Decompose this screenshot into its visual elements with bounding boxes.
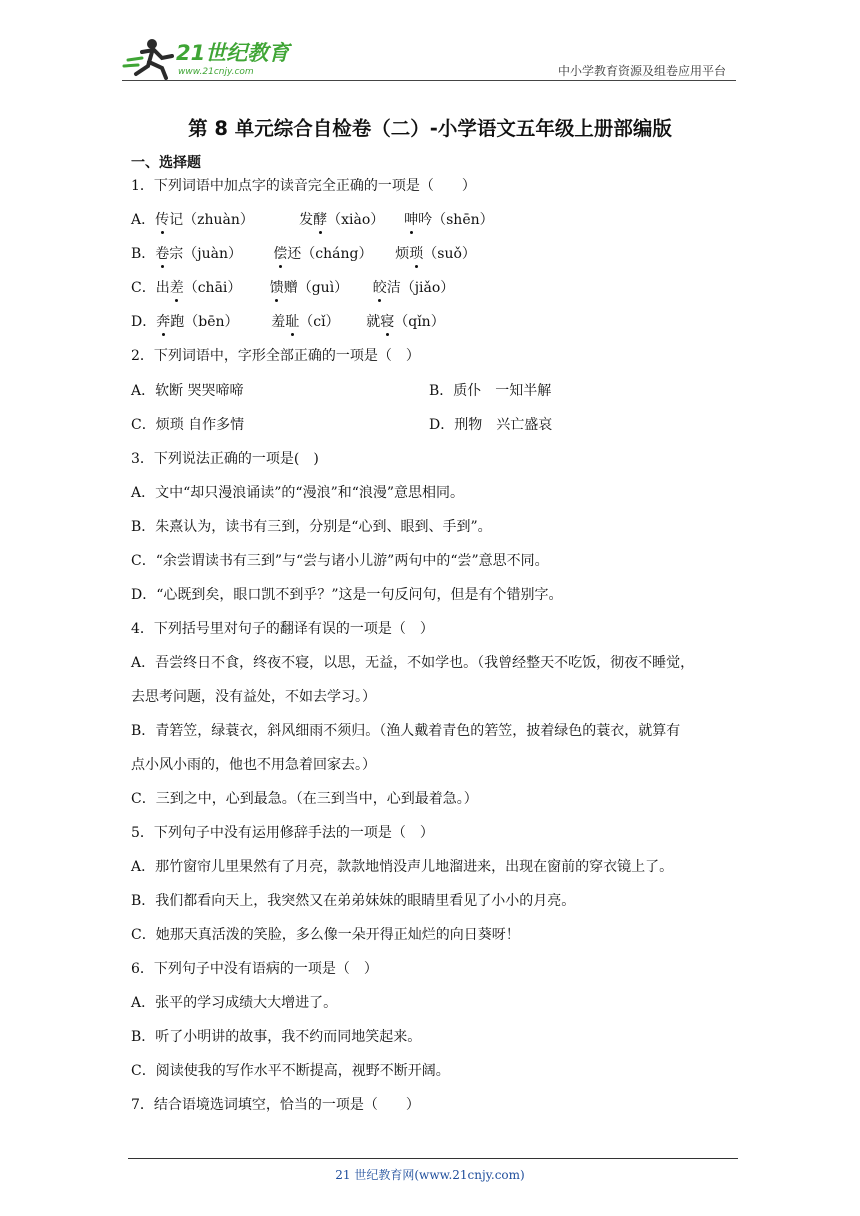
question-6-stem: 6．下列句子中没有语病的一项是（ ） xyxy=(131,961,378,977)
logo-url: www.21cnjy.com xyxy=(178,67,254,77)
logo-text: 21世纪教育 xyxy=(176,41,290,65)
header-divider xyxy=(122,80,736,81)
q2-option-a: A．软断 哭哭啼啼 xyxy=(131,383,244,399)
q5-option-a: A．那竹窗帘儿里果然有了月亮，款款地悄没声儿地溜进来，出现在窗前的穿衣镜上了。 xyxy=(131,859,674,875)
question-4-stem: 4．下列括号里对句子的翻译有误的一项是（ ） xyxy=(131,621,434,637)
q1-option-d: D．奔跑（bēn） 羞耻（cǐ） 就寝（qǐn） xyxy=(131,314,445,330)
footer-divider xyxy=(128,1158,738,1159)
q3-option-a: A．文中“却只漫浪诵读”的“漫浪”和“浪漫”意思相同。 xyxy=(131,485,465,501)
q2-option-c: C．烦琐 自作多情 xyxy=(131,417,245,433)
question-7-stem: 7．结合语境选词填空，恰当的一项是（ ） xyxy=(131,1097,420,1113)
q5-option-c: C．她那天真活泼的笑脸，多么像一朵开得正灿烂的向日葵呀！ xyxy=(131,927,520,943)
section-heading: 一、选择题 xyxy=(131,155,201,171)
question-1-stem: 1．下列词语中加点字的读音完全正确的一项是（ ） xyxy=(131,178,476,194)
question-3-stem: 3．下列说法正确的一项是( ) xyxy=(131,451,319,467)
q3-option-d: D．“心既到矣，眼口凯不到乎？”这是一句反问句，但是有个错别字。 xyxy=(131,587,563,603)
q6-option-a: A．张平的学习成绩大大增进了。 xyxy=(131,995,338,1011)
q3-option-b: B．朱熹认为，读书有三到，分别是“心到、眼到、手到”。 xyxy=(131,519,492,535)
q1-option-a: A．传记（zhuàn） 发酵（xiào） 呻吟（shēn） xyxy=(131,212,494,228)
q4-option-c: C．三到之中，心到最急。（在三到当中，心到最着急。） xyxy=(131,791,478,807)
q6-option-b: B．听了小明讲的故事，我不约而同地笑起来。 xyxy=(131,1029,422,1045)
runner-icon xyxy=(124,39,172,78)
q6-option-c: C．阅读使我的写作水平不断提高，视野不断开阔。 xyxy=(131,1063,450,1079)
q1-option-b: B．卷宗（juàn） 偿还（cháng） 烦琐（suǒ） xyxy=(131,246,476,262)
q2-option-b: B．质仆 一知半解 xyxy=(429,383,552,399)
q5-option-b: B．我们都看向天上，我突然又在弟弟妹妹的眼睛里看见了小小的月亮。 xyxy=(131,893,576,909)
q4-option-a-line1: A．吾尝终日不食，终夜不寝，以思，无益，不如学也。（我曾经整天不吃饭，彻夜不睡觉， xyxy=(131,655,695,671)
q3-option-c: C．“余尝谓读书有三到”与“尝与诸小儿游”两句中的“尝”意思不同。 xyxy=(131,553,549,569)
q4-option-b-line2: 点小风小雨的，他也不用急着回家去。） xyxy=(131,757,376,773)
page-title: 第 8 单元综合自检卷（二）-小学语文五年级上册部编版 xyxy=(188,117,672,140)
footer-text: 21 世纪教育网(www.21cnjy.com) xyxy=(335,1168,525,1182)
question-2-stem: 2．下列词语中，字形全部正确的一项是（ ） xyxy=(131,348,420,364)
q4-option-a-line2: 去思考问题，没有益处，不如去学习。） xyxy=(131,689,376,705)
q4-option-b-line1: B．青箬笠，绿蓑衣，斜风细雨不须归。（渔人戴着青色的箬笠，披着绿色的蓑衣，就算有 xyxy=(131,723,681,739)
question-5-stem: 5．下列句子中没有运用修辞手法的一项是（ ） xyxy=(131,825,434,841)
q2-option-d: D．刑物 兴亡盛哀 xyxy=(429,417,553,433)
site-logo xyxy=(122,34,292,82)
platform-name: 中小学教育资源及组卷应用平台 xyxy=(557,64,726,78)
q1-option-c: C．出差（chāi） 馈赠（guì） 皎洁（jiǎo） xyxy=(131,280,455,296)
